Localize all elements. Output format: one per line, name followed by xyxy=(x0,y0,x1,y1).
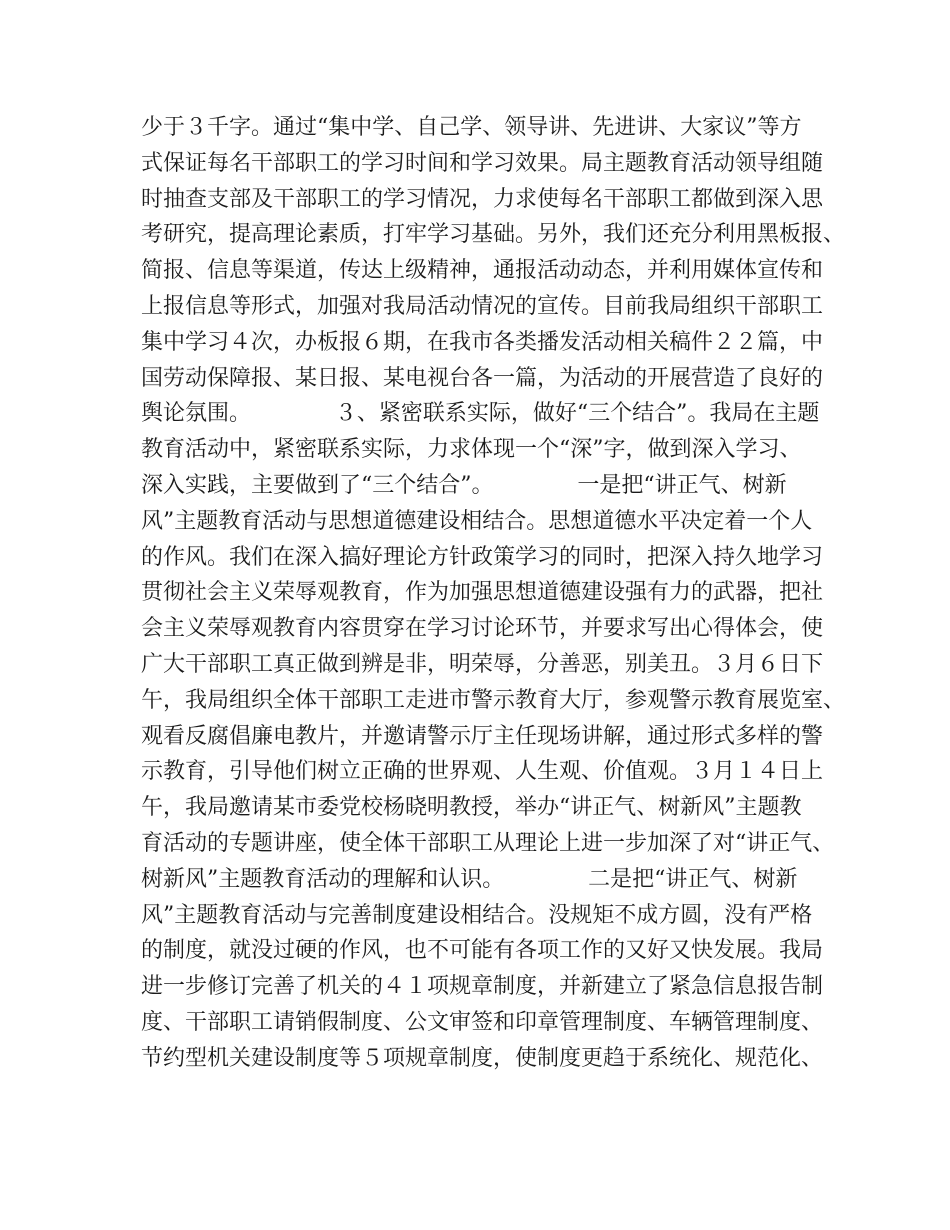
text-line: 国劳动保障报、某日报、某电视台各一篇，为活动的开展营造了良好的 xyxy=(141,365,824,391)
text-line: 深入实践，主要做到了“三个结合”。 一是把“讲正气、树新 xyxy=(141,472,787,498)
text-line: 教育活动中，紧密联系实际，力求体现一个“深”字，做到深入学习、 xyxy=(141,437,802,463)
body-text xyxy=(141,110,846,1077)
text-line: 舆论氛围。 ３、紧密联系实际，做好“三个结合”。我局在主题 xyxy=(141,401,820,427)
text-line: 上报信息等形式，加强对我局活动情况的宣传。目前我局组织干部职工 xyxy=(141,293,824,319)
text-line: 简报、信息等渠道，传达上级精神，通报活动动态，并利用媒体宣传和 xyxy=(141,258,824,284)
text-line: 的制度，就没过硬的作风，也不可能有各项工作的又好又快发展。我局 xyxy=(141,938,824,964)
text-line: 集中学习４次，办板报６期，在我市各类播发活动相关稿件２２篇，中 xyxy=(141,329,824,355)
text-line: 的作风。我们在深入搞好理论方针政策学习的同时，把深入持久地学习 xyxy=(141,544,824,570)
text-line: 午，我局组织全体干部职工走进市警示教育大厅，参观警示教育展览室、 xyxy=(141,687,846,713)
text-line: 会主义荣辱观教育内容贯穿在学习讨论环节，并要求写出心得体会，使 xyxy=(141,616,824,642)
text-line: 树新风”主题教育活动的理解和认识。 二是把“讲正气、树新 xyxy=(141,866,798,892)
text-line: 式保证每名干部职工的学习时间和学习效果。局主题教育活动领导组随 xyxy=(141,150,824,176)
text-line: 度、干部职工请销假制度、公文审签和印章管理制度、车辆管理制度、 xyxy=(141,1009,824,1035)
text-line: 贯彻社会主义荣辱观教育，作为加强思想道德建设强有力的武器，把社 xyxy=(141,580,824,606)
text-line: 时抽查支部及干部职工的学习情况，力求使每名干部职工都做到深入思 xyxy=(141,186,824,212)
text-line: 育活动的专题讲座，使全体干部职工从理论上进一步加深了对“讲正气、 xyxy=(141,830,835,856)
text-line: 考研究，提高理论素质，打牢学习基础。另外，我们还充分利用黑板报、 xyxy=(141,222,846,248)
text-line: 节约型机关建设制度等５项规章制度，使制度更趋于系统化、规范化、 xyxy=(141,1045,824,1071)
text-line: 风”主题教育活动与完善制度建设相结合。没规矩不成方圆，没有严格 xyxy=(141,902,813,928)
text-line: 少于３千字。通过“集中学、自己学、领导讲、先进讲、大家议”等方 xyxy=(141,115,802,140)
text-line: 示教育，引导他们树立正确的世界观、人生观、价值观。３月１４日上 xyxy=(141,759,824,785)
text-line: 广大干部职工真正做到辨是非，明荣辱，分善恶，别美丑。３月６日下 xyxy=(141,651,824,677)
text-line: 风”主题教育活动与思想道德建设相结合。思想道德水平决定着一个人 xyxy=(141,508,813,534)
text-line: 进一步修订完善了机关的４１项规章制度，并新建立了紧急信息报告制 xyxy=(141,974,824,1000)
text-line: 观看反腐倡廉电教片，并邀请警示厅主任现场讲解，通过形式多样的警 xyxy=(141,723,824,749)
text-line: 午，我局邀请某市委党校杨晓明教授，举办“讲正气、树新风”主题教 xyxy=(141,795,802,821)
